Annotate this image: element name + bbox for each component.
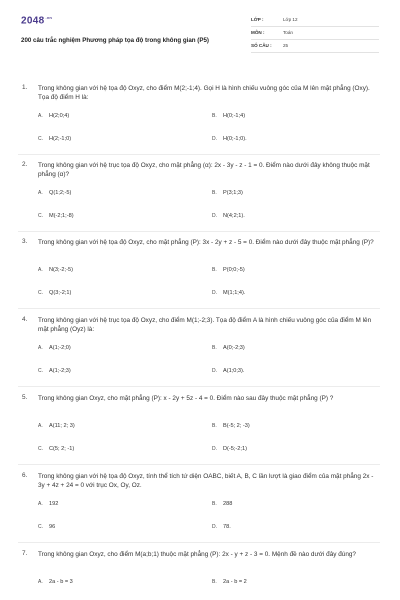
option-text: A(1;0;3). [223,368,245,374]
option-text: C(5; 2; -1) [49,446,75,452]
option-a[interactable] [38,267,73,273]
option-b[interactable] [212,345,245,351]
option-c[interactable] [38,446,74,452]
option-c[interactable] [38,290,71,296]
option-a[interactable] [38,190,71,196]
option-key: C. [38,368,43,374]
option-text: A(1;-2;3) [49,368,71,374]
meta-label: MÔN : [251,30,265,35]
divider [18,386,380,387]
question-number: 6. [22,472,28,479]
option-c[interactable] [38,524,55,530]
option-text: 192 [49,501,59,507]
option-key: C. [38,446,43,452]
option-a[interactable] [38,501,58,507]
meta-table [251,14,379,53]
question-number: 3. [22,238,28,245]
question-number: 7. [22,550,28,557]
option-d[interactable] [212,136,247,142]
option-key: B. [212,190,217,196]
divider [18,464,380,465]
site-logo[interactable] [21,15,52,26]
meta-value: 25 [283,43,289,48]
option-c[interactable] [38,368,71,374]
option-text: A(0;-2;3) [223,345,245,351]
option-key: C. [38,524,43,530]
option-text: B(-5; 2; -3) [223,423,250,429]
option-b[interactable] [212,267,245,273]
option-key: A. [38,113,43,119]
option-text: P(3;1;3) [223,190,243,196]
option-key: D. [212,446,217,452]
question-text: Trong không gian với hệ tọa độ Oxyz, cho điểm M(2;-1;4). Gọi H là hình chiếu vuông góc của M lên mặt phẳng (Oxy). Tọa độ điểm H là: [38,85,370,101]
meta-row-count [251,40,379,53]
question-text: Trong không gian với hệ trục tọa độ Oxyz, cho điểm M(1;-2;3). Tọa độ điểm A là hình chiếu vuông góc của điểm M lên mặt phẳng (Oyz) là: [38,317,372,333]
option-text: Q(1;2;-5) [49,190,72,196]
question-number: 4. [22,316,28,323]
option-a[interactable] [38,113,69,119]
option-text: H(0;-1;0). [223,136,247,142]
option-key: D. [212,213,217,219]
option-key: C. [38,213,43,219]
document-header [0,0,400,74]
divider [18,154,380,155]
option-text: H(0;-1;4) [223,113,246,119]
option-key: B. [212,345,217,351]
option-d[interactable] [212,290,245,296]
option-text: 2a - b = 3 [49,579,73,585]
meta-row-class [251,14,379,27]
option-key: A. [38,579,43,585]
option-c[interactable] [38,136,71,142]
option-key: B. [212,579,217,585]
option-key: D. [212,136,217,142]
option-text: H(2;0;4) [49,113,70,119]
question-text: Trong không gian Oxyz, cho điểm M(a;b;1) thuộc mặt phẳng (P): 2x - y + z - 3 = 0. Mệnh đề nào dưới đây đúng? [38,551,356,558]
option-b[interactable] [212,579,247,585]
option-c[interactable] [38,213,74,219]
option-b[interactable] [212,423,250,429]
option-key: D. [212,290,217,296]
option-d[interactable] [212,524,231,530]
document-title: 200 câu trắc nghiệm Phương pháp tọa độ trong không gian (P5) [21,37,209,44]
option-key: B. [212,501,217,507]
meta-label: SỐ CÂU : [251,43,272,48]
option-text: H(2;-1;0) [49,136,72,142]
meta-value: Toán [283,30,293,35]
option-a[interactable] [38,423,75,429]
question-text: Trong không gian với hệ tọa độ Oxyz, cho mặt phẳng (P): 3x - 2y + z - 5 = 0. Điểm nào dưới đây thuộc mặt phẳng (P)? [38,239,374,246]
option-text: M(1;1;4). [223,290,246,296]
option-key: A. [38,190,43,196]
logo-sub: .vn [45,15,53,20]
option-d[interactable] [212,446,247,452]
option-b[interactable] [212,501,232,507]
question-text: Trong không gian Oxyz, cho mặt phẳng (P): x - 2y + 5z - 4 = 0. Điểm nào sau đây thuộc mặt phẳng (P) ? [38,395,334,402]
meta-label: LỚP : [251,17,264,22]
option-key: D. [212,524,217,530]
option-text: 96 [49,524,56,530]
option-b[interactable] [212,190,243,196]
option-text: D(-5;-2;1) [223,446,247,452]
question-number: 5. [22,394,28,401]
divider [18,231,380,232]
option-text: 288 [223,501,233,507]
option-key: A. [38,423,43,429]
option-d[interactable] [212,368,244,374]
question-number: 2. [22,161,28,168]
option-a[interactable] [38,345,71,351]
option-key: C. [38,290,43,296]
option-a[interactable] [38,579,73,585]
option-d[interactable] [212,213,245,219]
question-text: Trong không gian với hệ trục tọa độ Oxyz, cho mặt phẳng (α): 2x - 3y - z - 1 = 0. Điểm nào dưới đây không thuộc mặt phẳng (α)? [38,162,370,178]
divider [18,308,380,309]
option-key: A. [38,267,43,273]
option-key: A. [38,501,43,507]
option-text: M(-2;1;-8) [49,213,74,219]
option-text: 78. [223,524,231,530]
option-text: N(4;2;1). [223,213,245,219]
question-number: 1. [22,84,28,91]
meta-value: Lớp 12 [283,17,298,22]
option-key: B. [212,267,217,273]
option-text: A(1;-2;0) [49,345,71,351]
option-key: C. [38,136,43,142]
logo-main: 2048 [21,15,45,27]
option-key: B. [212,113,217,119]
option-key: B. [212,423,217,429]
meta-row-subject [251,27,379,40]
option-text: 2a - b = 2 [223,579,247,585]
option-text: A(11; 2; 3) [49,423,75,429]
option-text: P(0;0;-5) [223,267,245,273]
question-text: Trong không gian với hệ tọa độ Oxyz, tính thể tích tứ diện OABC, biết A, B, C lần lượt là giao điểm của mặt phẳng 2x - 3y + 4z + 24 = 0 với trục Ox, Oy, Oz. [38,473,374,489]
option-key: A. [38,345,43,351]
option-b[interactable] [212,113,245,119]
divider [18,542,380,543]
option-text: Q(3;-2;1) [49,290,72,296]
option-key: D. [212,368,217,374]
option-text: N(3;-2;-5) [49,267,73,273]
